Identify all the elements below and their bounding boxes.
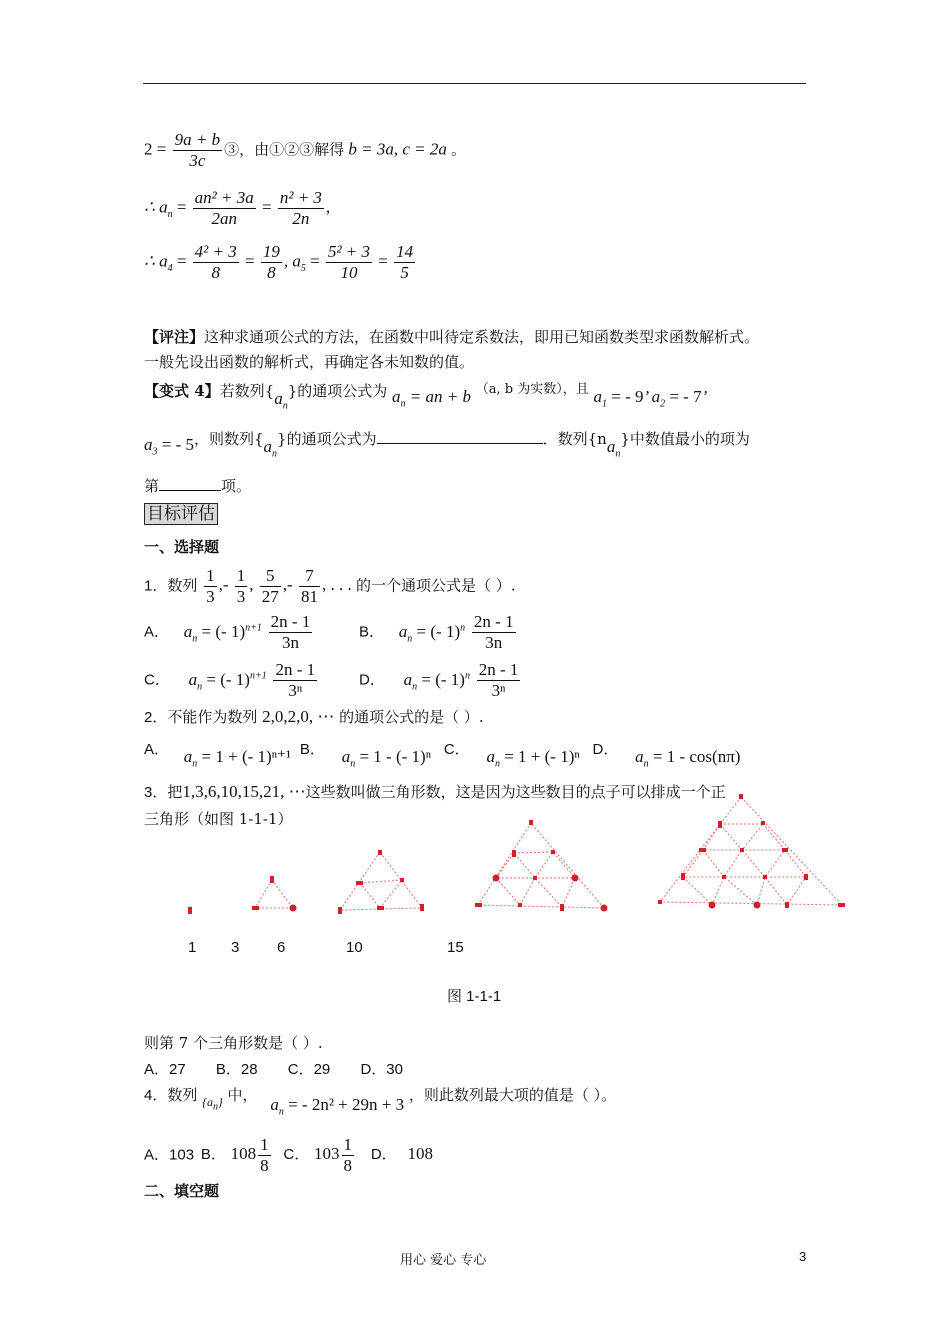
dot — [529, 820, 533, 825]
triangle-10-inner-1 — [496, 852, 575, 878]
dot — [722, 875, 726, 879]
dot — [782, 848, 788, 852]
figure-label-1: 1 — [188, 939, 197, 956]
q1-option-B[interactable]: B． $a_n$ = (- 1)$^n$ $\frac{2n - 1}{3n}$ — [359, 612, 514, 652]
figure-label-15: 15 — [447, 939, 464, 956]
derivation-line-2: ∴ $a_n$ = $\frac{\text{an² + 3a}}{2an}$ = $\frac{\text{n² + 3}}{2n}$ , — [144, 188, 331, 228]
q2-option-B[interactable]: B． — [299, 741, 325, 758]
dot — [658, 900, 662, 904]
dot — [378, 850, 382, 855]
dot — [560, 904, 564, 911]
part-title-choice: 一、选择题 — [144, 539, 220, 556]
dot — [761, 821, 765, 825]
eq-lhs: 2 = — [144, 139, 167, 159]
part-title-fill-in: 二、填空题 — [144, 1183, 220, 1200]
dot — [290, 905, 297, 912]
variant-label: 【变式 4】 — [144, 382, 220, 400]
triangle-15-inner-2 — [683, 850, 806, 877]
variant-line-1: 【变式 4】若数列$\{a_n\}$的通项公式为 $a_n$ = an + b （a, b 为实数），且 $a_1$ = - 9’ $a_2$ = - 7’ — [144, 382, 708, 412]
q3-option-D[interactable]: D．30 — [360, 1061, 403, 1078]
q1-option-D[interactable]: D． $a_n$ = (- 1)$^n$ $\frac{2n - 1}{\text{3ⁿ}}$ — [359, 660, 519, 700]
dot — [493, 875, 500, 882]
triangle-15-outline — [660, 797, 842, 905]
question-4: 4．数列 $_{\{a_n\}}$ 中， $a_n$ = - 2n² + 29n + 3 ，则此数列最大项的值是（ ）。 — [144, 1086, 617, 1118]
fraction: $\frac{\text{n² + 3}}{2n}$ — [279, 188, 322, 228]
dot — [754, 902, 761, 909]
triangle-6-inner — [360, 880, 402, 908]
triangle-15-inner-3 — [683, 877, 806, 905]
dot — [785, 902, 789, 908]
dot — [601, 905, 608, 912]
fraction: $\frac{\text{an² + 3a}}{2an}$ — [194, 188, 254, 228]
dot — [518, 903, 522, 907]
derivation-line-3: ∴ $a_4$ = $\frac{\text{4² + 3}}{8}$ = $\frac{19}{8}$ , $a_5$ = $\frac{\text{5² + 3}}{10}$ = $\frac{14}{5}$ — [144, 242, 414, 282]
q2-option-D[interactable]: D． — [592, 741, 619, 758]
dot — [739, 794, 743, 799]
dot — [475, 903, 482, 907]
q2-options: A． $a_n = 1$ + (- 1)ⁿ⁺¹ B． $a_n = 1$ - (- 1)ⁿ C． $a_n = 1$ + (- 1)ⁿ D． $a_n = 1 - \cos(n\pi)$ — [144, 741, 741, 770]
dot — [512, 850, 516, 857]
question-3-prompt: 则第 7 个三角形数是（ ）. — [144, 1034, 323, 1052]
dot — [420, 904, 424, 911]
figure-label-3: 3 — [231, 939, 240, 956]
triangle-10-inner-2 — [496, 878, 575, 907]
dot — [188, 907, 192, 914]
q4-option-B[interactable]: B． — [200, 1146, 226, 1164]
period: 。 — [451, 142, 467, 159]
dot — [763, 875, 767, 879]
derivation-result: b = 3a, c = 2a — [348, 139, 447, 159]
footer-motto: 用心 爱心 专心 — [400, 1253, 487, 1268]
q2-option-A[interactable]: A． — [144, 741, 170, 758]
q4-option-D[interactable]: D． — [370, 1146, 397, 1164]
dot — [270, 876, 274, 883]
q3-options — [144, 1058, 403, 1079]
dot — [377, 906, 384, 910]
dot — [699, 848, 706, 852]
dot — [838, 903, 845, 907]
q4-option-C[interactable]: C． — [283, 1146, 310, 1164]
q1-option-A[interactable]: A． $a_n$ = (- 1)$^{n+1}$ $\frac{2n - 1}{3n}$ — [144, 612, 311, 652]
question-3: 3．把1,3,6,10,15,21, ⋯这些数叫做三角形数，这是因为这些数目的点子可以排成一个正 — [144, 782, 726, 801]
q3-option-B[interactable]: B．28 — [215, 1061, 258, 1078]
figure-caption: 图 1-1-1 — [447, 988, 502, 1005]
dot — [804, 874, 808, 880]
q3-option-A[interactable]: A．27 — [144, 1061, 186, 1078]
fraction: $\frac{14}{5}$ — [396, 242, 414, 282]
figure-label-10: 10 — [346, 939, 363, 956]
page-number: 3 — [799, 1249, 807, 1264]
dot — [709, 902, 716, 909]
triangle-3-outline — [255, 880, 293, 908]
q4-option-A[interactable]: A．103 — [144, 1146, 195, 1164]
triangle-10-outline — [478, 823, 604, 908]
fraction: $\frac{\text{4² + 3}}{8}$ — [194, 242, 237, 282]
triangle-15-inner-1 — [703, 824, 785, 850]
dot — [572, 875, 579, 882]
triangle-outlines — [255, 797, 842, 910]
dot — [681, 873, 685, 880]
comment-label: 【评注】 — [144, 328, 205, 346]
question-3-line-2: 三角形（如图 1-1-1） — [144, 810, 293, 828]
section-title: 目标评估 — [144, 499, 218, 524]
variant-line-3: 第 项。 — [144, 477, 252, 495]
q2-option-C[interactable]: C． — [443, 741, 470, 758]
dot — [356, 881, 363, 885]
q1-option-C[interactable]: C． $a_n$ = (- 1)$^{n+1}$ $\frac{2n - 1}{\text{3ⁿ}}$ — [144, 660, 316, 700]
fraction: $\frac{\text{5² + 3}}{10}$ — [327, 242, 371, 282]
q4-options: A．103 B． 108 $\frac{1}{8}$ C． 103 $\frac{1}{8}$ D． 108 — [144, 1135, 433, 1175]
dot — [740, 848, 744, 852]
variant-line-2: $a_3$ = - 5，则数列$\{a_n\}$的通项公式为 ．数列$\{na_n\}$中数值最小的项为 — [144, 430, 750, 460]
dot — [400, 878, 404, 882]
dot — [718, 821, 722, 828]
derivation-text: ③，由①②③解得 — [224, 142, 345, 159]
fraction: $\frac{9a + b}{3c}$ — [174, 130, 221, 170]
dot — [252, 906, 259, 910]
dot — [338, 907, 342, 914]
comment-text: 这种求通项公式的方法，在函数中叫待定系数法，即用已知函数类型求函数解析式。 — [204, 328, 760, 346]
dot — [533, 876, 537, 880]
dot — [551, 850, 555, 854]
comment-text: 一般先设出函数的解析式，再确定各未知数的值。 — [144, 353, 475, 371]
figure-label-6: 6 — [277, 939, 286, 956]
fraction: $\frac{19}{8}$ — [262, 242, 280, 282]
question-2: 2．不能作为数列 2,0,2,0, ⋯ 的通项公式的是（ ）. — [144, 707, 484, 726]
q3-option-C[interactable]: C．29 — [287, 1061, 331, 1078]
question-1: 1．数列 $\frac{1}{3}$ ,- $\frac{1}{3}$ , $\frac{5}{27}$ ,- $\frac{7}{81}$ , . . . 的一个通项公式是（ ）. — [144, 566, 516, 606]
